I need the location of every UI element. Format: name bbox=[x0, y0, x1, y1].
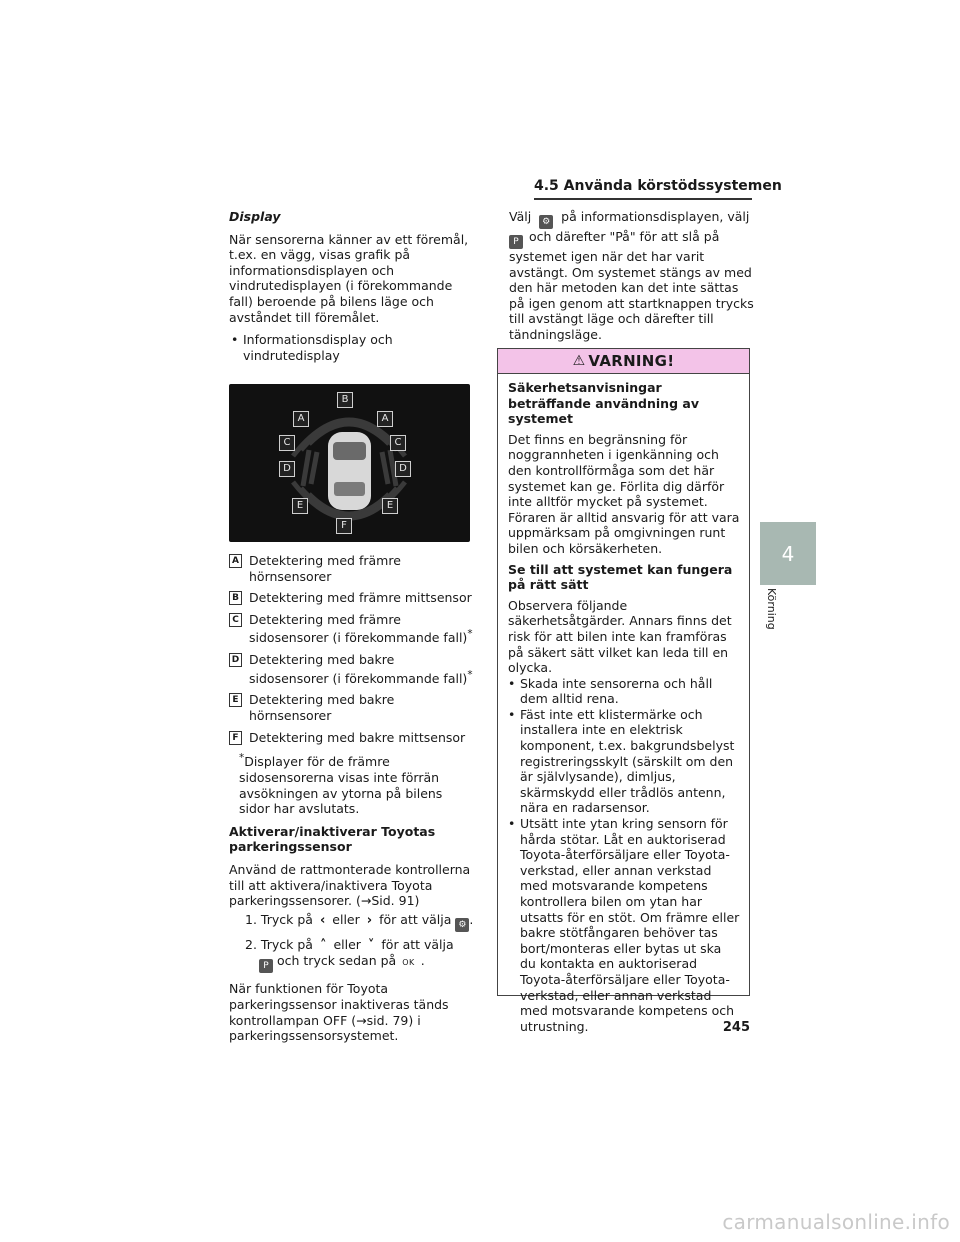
diagram-label-f: F bbox=[336, 518, 352, 534]
diagram-label-a-left: A bbox=[293, 411, 309, 427]
warning-heading-1: Säkerhetsanvisningar beträffande användning av systemet bbox=[508, 380, 699, 427]
warning-bullet-text: Utsätt inte ytan kring sensorn för hårda stötar. Låt en auktoriserad Toyota-återförsäljare eller Toyota-verkstad, eller annan verkstad med motsvarande kompetens kontrollera bilen om ytan har utsatts för en stöt. Om främre eller bakre stötfångaren behöver tas bort/monteras eller bytas ut ska du kontakta en auktoriserad Toyota-återförsäljare eller Toyota-verkstad, eller annan verkstad med motsvarande kompetens och utrustning. bbox=[520, 816, 740, 1034]
legend-text: Detektering med bakre hörnsensorer bbox=[249, 692, 395, 724]
diagram-label-a-right: A bbox=[377, 411, 393, 427]
warning-body bbox=[498, 374, 749, 1034]
page-number: 245 bbox=[722, 1020, 750, 1035]
chevron-left-icon: ‹ bbox=[319, 912, 326, 928]
left-column-top bbox=[229, 209, 474, 363]
warning-header bbox=[498, 349, 749, 374]
left-column-bottom bbox=[229, 553, 474, 1051]
legend-item-b bbox=[229, 590, 474, 606]
settings-icon: ⚙ bbox=[455, 918, 469, 932]
off-text: När funktionen för Toyota parkeringssensor inaktiveras tänds kontrollampan OFF (→sid. 79) i parkeringssensorsystemet. bbox=[229, 981, 449, 1044]
sensor-display-diagram bbox=[229, 384, 470, 542]
step-number: 2. bbox=[245, 936, 257, 952]
toggle-intro: Använd de rattmonterade kontrollerna till att aktivera/inaktivera Toyota parkeringssensorer. (→Sid. 91) bbox=[229, 861, 471, 909]
step-number: 1. bbox=[245, 911, 257, 927]
toggle-heading: Aktiverar/inaktiverar Toyotas parkeringssensor bbox=[229, 823, 436, 855]
diagram-label-e-left: E bbox=[292, 498, 308, 514]
ok-button-icon: OK bbox=[402, 958, 415, 968]
chevron-right-icon: › bbox=[366, 912, 373, 928]
legend-item-f bbox=[229, 730, 474, 746]
legend-letter: F bbox=[229, 731, 242, 745]
step-text: . bbox=[469, 911, 474, 927]
right-column-intro bbox=[509, 209, 754, 343]
intro-text: på informationsdisplayen, välj bbox=[561, 209, 750, 224]
warning-triangle-icon: ⚠ bbox=[572, 353, 586, 369]
step-text: för att välja bbox=[379, 911, 452, 927]
parking-sensor-icon: P bbox=[259, 959, 273, 973]
legend-item-c bbox=[229, 612, 474, 646]
intro-text: och därefter "På" för att slå på systemet igen när det har varit avstängt. Om systemet stängs av med den här metoden kan det inte sättas på igen genom att startknappen trycks till avstängt läge och därefter till tändningsläge. bbox=[509, 229, 754, 342]
warning-bullet bbox=[508, 676, 741, 707]
diagram-label-d-right: D bbox=[395, 461, 411, 477]
diagram-label-b: B bbox=[337, 392, 353, 408]
legend-letter: C bbox=[229, 613, 242, 627]
footnote-text: Displayer för de främre sidosensorerna visas inte förrän avsökningen av ytorna på bilens sidor har avslutats. bbox=[239, 754, 443, 817]
display-bullet-text: Informationsdisplay och vindrutedisplay bbox=[243, 332, 393, 363]
display-intro: När sensorerna känner av ett föremål, t.ex. en vägg, visas grafik på informationsdisplayen och vindrutedisplayen (i förekommande fall) beroende på bilens läge och avståndet till föremålet. bbox=[229, 231, 469, 325]
step-text: för att välja bbox=[381, 936, 454, 952]
step-text: . bbox=[420, 953, 425, 969]
legend-text: Detektering med främre hörnsensorer bbox=[249, 553, 401, 584]
warning-heading-2: Se till att systemet kan fungera på rätt sätt bbox=[508, 561, 733, 593]
intro-text: Välj bbox=[509, 209, 532, 224]
section-title: 4.5 Använda körstödssystemen bbox=[534, 178, 782, 194]
warning-paragraph-1: Det finns en begränsning för noggrannheten i igenkänning och den kontrollförmåga som det här systemet kan ge. Förlita dig därför inte alltför mycket på systemet. Föraren är alltid ansvarig för att vara uppmärksam på omgivningen runt bilen och körsäkerheten. bbox=[508, 431, 740, 556]
step-text: Tryck på bbox=[260, 936, 313, 952]
step-text: Tryck på bbox=[260, 911, 313, 927]
warning-bullet-text: Fäst inte ett klistermärke och installera inte en elektrisk komponent, t.ex. bakgrundsbelyst registreringsskylt (särskilt om den är självlysande), dimljus, skärmskydd eller trådlös antenn, nära en radarsensor. bbox=[520, 706, 735, 816]
watermark: carmanualsonline.info bbox=[722, 1210, 950, 1234]
chevron-up-icon: ˄ bbox=[319, 937, 327, 953]
legend-letter: A bbox=[229, 554, 242, 568]
chevron-down-icon: ˅ bbox=[367, 937, 375, 953]
footnote-mark: * bbox=[467, 668, 473, 681]
display-heading: Display bbox=[229, 209, 281, 224]
display-bullet bbox=[231, 332, 474, 363]
legend-text: Detektering med bakre mittsensor bbox=[249, 729, 466, 745]
legend-item-a bbox=[229, 553, 474, 584]
chapter-tab bbox=[760, 522, 816, 585]
step-2 bbox=[229, 937, 474, 974]
warning-bullet bbox=[508, 707, 741, 816]
legend-letter: B bbox=[229, 591, 242, 605]
chapter-name: Körning bbox=[765, 588, 778, 630]
warning-title: VARNING! bbox=[588, 352, 675, 370]
step-text: eller bbox=[332, 911, 360, 927]
legend-letter: E bbox=[229, 693, 242, 707]
settings-icon: ⚙ bbox=[539, 215, 553, 229]
warning-bullet bbox=[508, 816, 741, 1034]
header-rule bbox=[534, 198, 752, 200]
legend-item-d bbox=[229, 652, 474, 686]
diagram-label-c-left: C bbox=[279, 435, 295, 451]
legend-text: Detektering med främre mittsensor bbox=[249, 590, 472, 606]
step-text: eller bbox=[333, 936, 361, 952]
legend-item-e bbox=[229, 692, 474, 723]
chapter-number: 4 bbox=[781, 541, 795, 566]
footnote-mark: * bbox=[467, 628, 473, 641]
step-text: och tryck sedan på bbox=[276, 953, 397, 969]
parking-sensor-icon: P bbox=[509, 235, 523, 249]
legend-text: Detektering med främre sidosensorer (i förekommande fall) bbox=[249, 611, 468, 646]
step-1 bbox=[229, 912, 474, 932]
diagram-label-c-right: C bbox=[390, 435, 406, 451]
diagram-label-e-right: E bbox=[382, 498, 398, 514]
legend-letter: D bbox=[229, 653, 242, 667]
diagram-label-d-left: D bbox=[279, 461, 295, 477]
chapter-label bbox=[760, 588, 788, 648]
warning-bullet-text: Skada inte sensorerna och håll dem alltid rena. bbox=[520, 675, 713, 707]
footnote-mark: * bbox=[239, 752, 245, 765]
legend-text: Detektering med bakre sidosensorer (i förekommande fall) bbox=[249, 652, 468, 686]
footnote bbox=[229, 751, 474, 817]
warning-paragraph-2: Observera följande säkerhetsåtgärder. Annars finns det risk för att bilen inte kan framföras på säkert sätt vilket kan leda till en olycka. bbox=[508, 597, 732, 676]
